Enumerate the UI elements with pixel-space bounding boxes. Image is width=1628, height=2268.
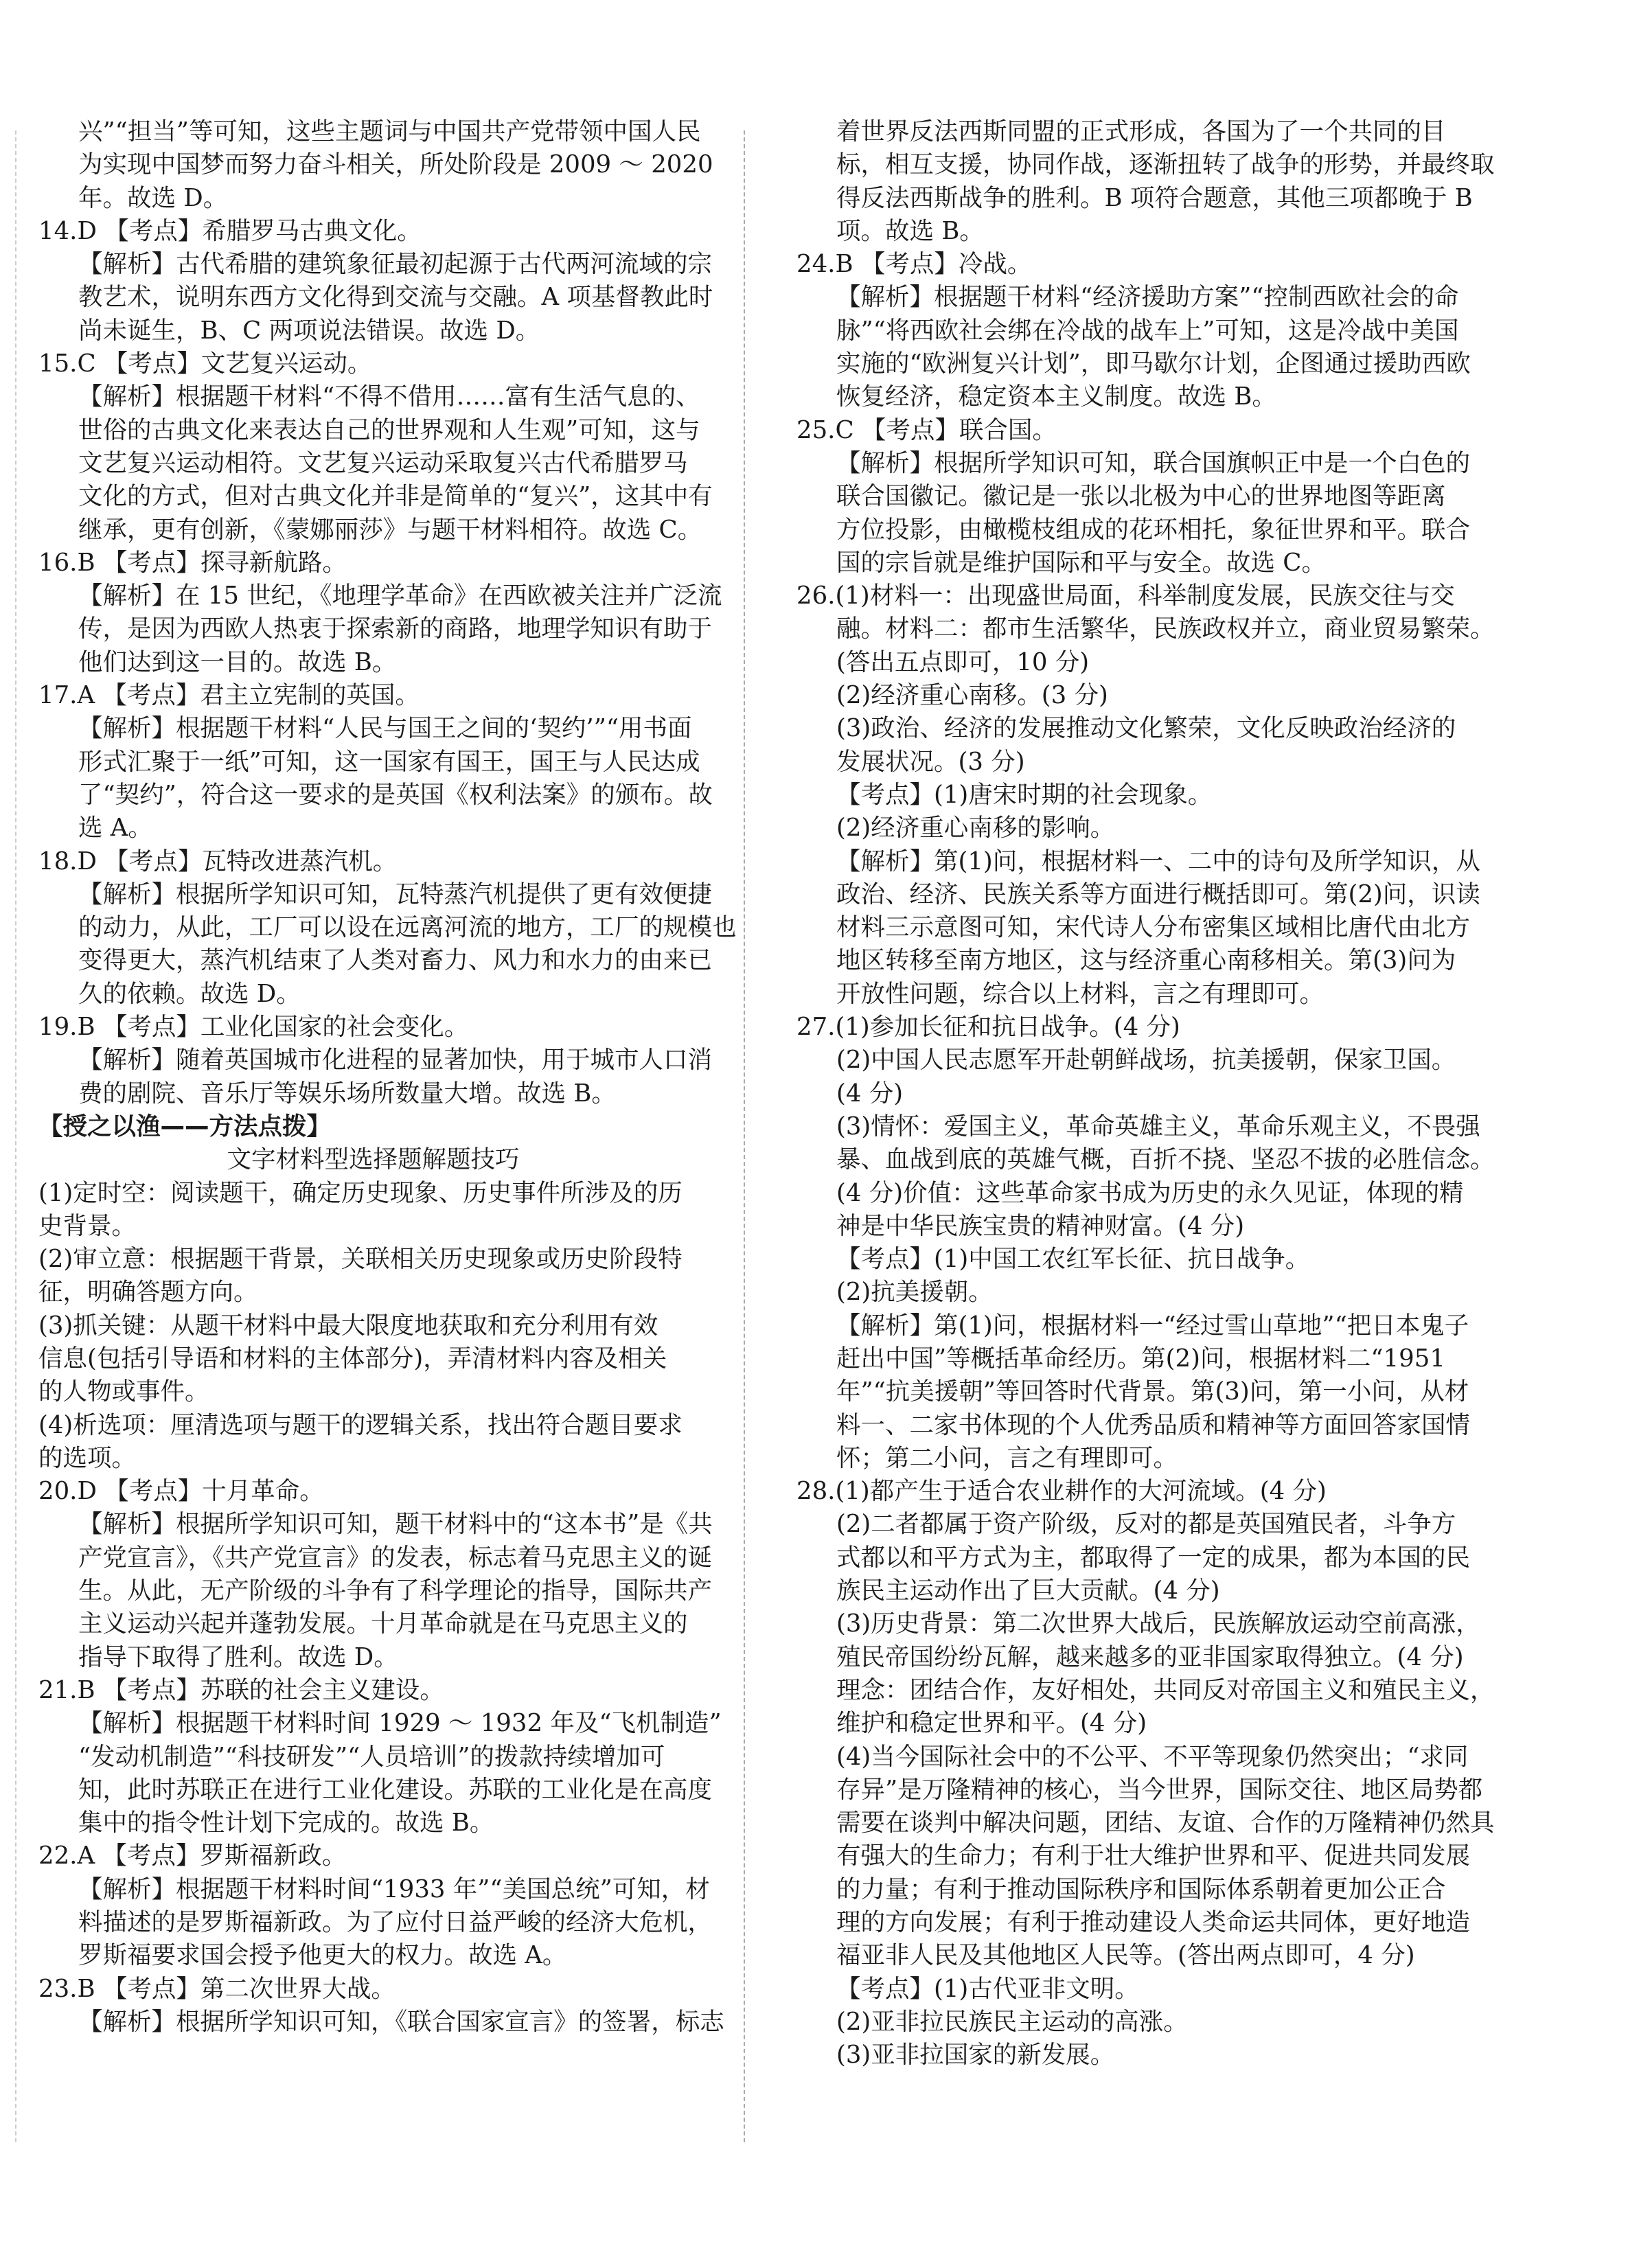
text-line: 实施的“欧洲复兴计划”，即马歇尔计划，企图通过援助西欧 (836, 350, 1471, 378)
text-line: 费的剧院、音乐厅等娱乐场所数量大增。故选 B。 (78, 1079, 616, 1108)
text-line: 神是中华民族宝贵的精神财富。(4 分) (836, 1211, 1245, 1240)
text-line: 22.A 【考点】罗斯福新政。 (38, 1842, 347, 1870)
text-line: (4)析选项：厘清选项与题干的逻辑关系，找出符合题目要求 (38, 1410, 683, 1439)
text-line: 的人物或事件。 (38, 1377, 209, 1406)
text-line: 兴”“担当”等可知，这些主题词与中国共产党带领中国人民 (78, 117, 701, 146)
text-line: 【考点】(1)古代亚非文明。 (836, 1974, 1139, 2003)
text-line: 24.B 【考点】冷战。 (796, 250, 1032, 279)
text-line: 【考点】(1)唐宋时期的社会现象。 (836, 780, 1213, 809)
text-line: (2)经济重心南移的影响。 (836, 814, 1115, 843)
text-line: 维护和稳定世界和平。(4 分) (836, 1709, 1147, 1738)
left-column (38, 115, 737, 2039)
text-line: 18.D 【考点】瓦特改进蒸汽机。 (38, 847, 398, 875)
text-line: 项。故选 B。 (836, 216, 984, 245)
text-line: 恢复经济，稳定资本主义制度。故选 B。 (836, 382, 1276, 411)
text-line: (答出五点即可，10 分) (836, 648, 1090, 676)
text-line: 【解析】随着英国城市化进程的显著加快，用于城市人口消 (78, 1046, 713, 1075)
text-line: 赶出中国”等概括革命经历。第(2)问，根据材料二“1951 (836, 1344, 1445, 1373)
text-line: 地区转移至南方地区，这与经济重心南移相关。第(3)问为 (836, 946, 1456, 975)
text-line: 国的宗旨就是维护国际和平与安全。故选 C。 (836, 548, 1326, 577)
text-line: 世俗的古典文化来表达自己的世界观和人生观”可知，这与 (78, 415, 700, 444)
text-line: (4 分) (836, 1079, 904, 1108)
text-line: 的力量；有利于推动国际秩序和国际体系朝着更加公正合 (836, 1875, 1446, 1903)
text-line: (2)抗美援朝。 (836, 1278, 993, 1307)
text-line: 他们达到这一目的。故选 B。 (78, 648, 397, 676)
text-line: 文艺复兴运动相符。文艺复兴运动采取复兴古代希腊罗马 (78, 448, 688, 477)
text-line: 【解析】根据题干材料“人民与国王之间的‘契约’”“用书面 (78, 714, 692, 743)
text-line: (2)经济重心南移。(3 分) (836, 681, 1108, 710)
text-line: 料一、二家书体现的个人优秀品质和精神等方面回答家国情 (836, 1410, 1471, 1439)
text-line: (4 分)价值：这些革命家书成为历史的永久见证，体现的精 (836, 1178, 1464, 1207)
text-line: 26.(1)材料一：出现盛世局面，科举制度发展，民族交往与交 (796, 582, 1455, 610)
text-line: 【解析】古代希腊的建筑象征最初起源于古代两河流域的宗 (78, 250, 713, 279)
text-line: 23.B 【考点】第二次世界大战。 (38, 1974, 395, 2003)
text-line: 【解析】根据所学知识可知，《联合国家宣言》的签署，标志 (78, 2007, 724, 2036)
text-line: (2)二者都属于资产阶级，反对的都是英国殖民者，斗争方 (836, 1510, 1456, 1539)
text-line: (2)审立意：根据题干背景，关联相关历史现象或历史阶段特 (38, 1245, 683, 1274)
text-line: 殖民帝国纷纷瓦解，越来越多的亚非国家取得独立。(4 分) (836, 1642, 1464, 1671)
text-line: 信息(包括引导语和材料的主体部分)，弄清材料内容及相关 (38, 1344, 667, 1373)
text-line: 福亚非人民及其他地区人民等。(答出两点即可，4 分) (836, 1941, 1415, 1970)
text-line: 继承，更有创新，《蒙娜丽莎》与题干材料相符。故选 C。 (78, 515, 702, 544)
text-line: 【解析】根据所学知识可知，瓦特蒸汽机提供了更有效便捷 (78, 880, 713, 908)
text-line: 发展状况。(3 分) (836, 747, 1025, 776)
text-line: 理念：团结合作，友好相处，共同反对帝国主义和殖民主义， (836, 1675, 1495, 1704)
text-line: 年。故选 D。 (78, 183, 228, 212)
text-line: 脉”“将西欧社会绑在冷战的战车上”可知，这是冷战中美国 (836, 316, 1459, 345)
text-line: 【授之以渔——方法点拨】 (38, 1112, 332, 1141)
text-line: 形式汇聚于一纸”可知，这一国家有国王，国王与人民达成 (78, 747, 700, 776)
right-column (796, 115, 1495, 2072)
text-line: 28.(1)都产生于适合农业耕作的大河流域。(4 分) (796, 1477, 1327, 1506)
text-line: 怀；第二小问，言之有理即可。 (836, 1443, 1178, 1472)
text-line: (4)当今国际社会中的不公平、不平等现象仍然突出；“求同 (836, 1742, 1469, 1771)
text-line: 【解析】在 15 世纪，《地理学革命》在西欧被关注并广泛流 (78, 582, 722, 610)
text-line: 料描述的是罗斯福新政。为了应付日益严峻的经济大危机， (78, 1908, 713, 1937)
text-line: 需要在谈判中解决问题，团结、友谊、合作的万隆精神仍然具 (836, 1809, 1495, 1837)
text-line: (3)情怀：爱国主义，革命英雄主义，革命乐观主义，不畏强 (836, 1112, 1480, 1141)
text-line: (3)亚非拉国家的新发展。 (836, 2041, 1115, 2070)
text-line: 27.(1)参加长征和抗日战争。(4 分) (796, 1013, 1180, 1042)
text-line: 史背景。 (38, 1211, 137, 1240)
text-line: (2)亚非拉民族民主运动的高涨。 (836, 2007, 1188, 2036)
text-line: 【解析】根据题干材料“经济援助方案”“控制西欧社会的命 (836, 283, 1459, 312)
text-line: 知，此时苏联正在进行工业化建设。苏联的工业化是在高度 (78, 1775, 713, 1804)
text-line: 的动力，从此，工厂可以设在远离河流的地方，工厂的规模也 (78, 913, 737, 942)
text-line: 指导下取得了胜利。故选 D。 (78, 1642, 398, 1671)
text-line: 标，相互支援，协同作战，逐渐扭转了战争的形势，并最终取 (836, 150, 1495, 179)
text-line: 【解析】第(1)问，根据材料一、二中的诗句及所学知识，从 (836, 847, 1480, 875)
text-line: (3)历史背景：第二次世界大战后，民族解放运动空前高涨， (836, 1610, 1480, 1638)
text-line: 得反法西斯战争的胜利。B 项符合题意，其他三项都晚于 B (836, 183, 1473, 212)
text-line: 17.A 【考点】君主立宪制的英国。 (38, 681, 420, 710)
text-line: 年”“抗美援朝”等回答时代背景。第(3)问，第一小问，从材 (836, 1377, 1469, 1406)
text-line: 久的依赖。故选 D。 (78, 979, 301, 1008)
text-line: 【解析】根据题干材料“不得不借用……富有生活气息的、 (78, 382, 700, 411)
text-line: 主义运动兴起并蓬勃发展。十月革命就是在马克思主义的 (78, 1610, 688, 1638)
text-line: 【解析】根据题干材料时间 1929 ～ 1932 年及“飞机制造” (78, 1709, 722, 1738)
text-line: 选 A。 (78, 814, 152, 843)
text-line: 14.D 【考点】希腊罗马古典文化。 (38, 216, 422, 245)
text-line: 生。从此，无产阶级的斗争有了科学理论的指导，国际共产 (78, 1577, 713, 1605)
text-line: 【考点】(1)中国工农红军长征、抗日战争。 (836, 1245, 1310, 1274)
text-line: 15.C 【考点】文艺复兴运动。 (38, 350, 372, 378)
text-line: 了“契约”，符合这一要求的是英国《权利法案》的颁布。故 (78, 780, 713, 809)
text-line: (3)政治、经济的发展推动文化繁荣，文化反映政治经济的 (836, 714, 1456, 743)
text-line: (1)定时空：阅读题干，确定历史现象、历史事件所涉及的历 (38, 1178, 683, 1207)
text-line: 开放性问题，综合以上材料，言之有理即可。 (836, 979, 1325, 1008)
text-line: 联合国徽记。徽记是一张以北极为中心的世界地图等距离 (836, 482, 1446, 511)
text-line: 【解析】根据所学知识可知，联合国旗帜正中是一个白色的 (836, 448, 1471, 477)
text-line: 族民主运动作出了巨大贡献。(4 分) (836, 1577, 1220, 1605)
text-line: 方位投影，由橄榄枝组成的花环相托，象征世界和平。联合 (836, 515, 1471, 544)
text-line: 教艺术，说明东西方文化得到交流与交融。A 项基督教此时 (78, 283, 713, 312)
text-line: 着世界反法西斯同盟的正式形成，各国为了一个共同的目 (836, 117, 1446, 146)
text-line: 变得更大，蒸汽机结束了人类对畜力、风力和水力的由来已 (78, 946, 713, 975)
text-line: 25.C 【考点】联合国。 (796, 415, 1057, 444)
text-line: 征，明确答题方向。 (38, 1278, 258, 1307)
text-line: 材料三示意图可知，宋代诗人分布密集区域相比唐代由北方 (836, 913, 1471, 942)
margin-rule (15, 130, 16, 2142)
text-line: 产党宣言》，《共产党宣言》的发表，标志着马克思主义的诞 (78, 1543, 713, 1572)
text-line: (2)中国人民志愿军开赴朝鲜战场，抗美援朝，保家卫国。 (836, 1046, 1456, 1075)
text-line: 理的方向发展；有利于推动建设人类命运共同体，更好地造 (836, 1908, 1471, 1937)
text-line: 文化的方式，但对古典文化并非是简单的“复兴”，这其中有 (78, 482, 713, 511)
column-divider (744, 130, 745, 2142)
text-line: 尚未诞生，B、C 两项说法错误。故选 D。 (78, 316, 540, 345)
text-line: 文字材料型选择题解题技巧 (227, 1145, 520, 1174)
text-line: 融。材料二：都市生活繁华，民族政权并立，商业贸易繁荣。 (836, 615, 1495, 643)
text-line: 【解析】根据所学知识可知，题干材料中的“这本书”是《共 (78, 1510, 713, 1539)
text-line: 暴、血战到底的英雄气概，百折不挠、坚忍不拔的必胜信念。 (836, 1145, 1495, 1174)
text-line: 式都以和平方式为主，都取得了一定的成果，都为本国的民 (836, 1543, 1471, 1572)
text-line: 为实现中国梦而努力奋斗相关，所处阶段是 2009 ～ 2020 (78, 150, 713, 179)
text-line: 19.B 【考点】工业化国家的社会变化。 (38, 1013, 469, 1042)
text-line: 20.D 【考点】十月革命。 (38, 1477, 324, 1506)
text-line: 21.B 【考点】苏联的社会主义建设。 (38, 1675, 444, 1704)
text-line: 政治、经济、民族关系等方面进行概括即可。第(2)问，识读 (836, 880, 1480, 908)
text-line: 罗斯福要求国会授予他更大的权力。故选 A。 (78, 1941, 567, 1970)
text-line: “发动机制造”“科技研发”“人员培训”的拨款持续增加可 (78, 1742, 665, 1771)
text-line: 有强大的生命力；有利于壮大维护世界和平、促进共同发展 (836, 1842, 1471, 1870)
text-line: (3)抓关键：从题干材料中最大限度地获取和充分利用有效 (38, 1311, 658, 1340)
text-line: 传，是因为西欧人热衷于探索新的商路，地理学知识有助于 (78, 615, 713, 643)
text-line: 16.B 【考点】探寻新航路。 (38, 548, 347, 577)
text-line: 存异”是万隆精神的核心，当今世界，国际交往、地区局势都 (836, 1775, 1483, 1804)
text-line: 【解析】根据题干材料时间“1933 年”“美国总统”可知，材 (78, 1875, 710, 1903)
text-line: 【解析】第(1)问，根据材料一“经过雪山草地”“把日本鬼子 (836, 1311, 1469, 1340)
text-line: 的选项。 (38, 1443, 137, 1472)
text-line: 集中的指令性计划下完成的。故选 B。 (78, 1809, 494, 1837)
